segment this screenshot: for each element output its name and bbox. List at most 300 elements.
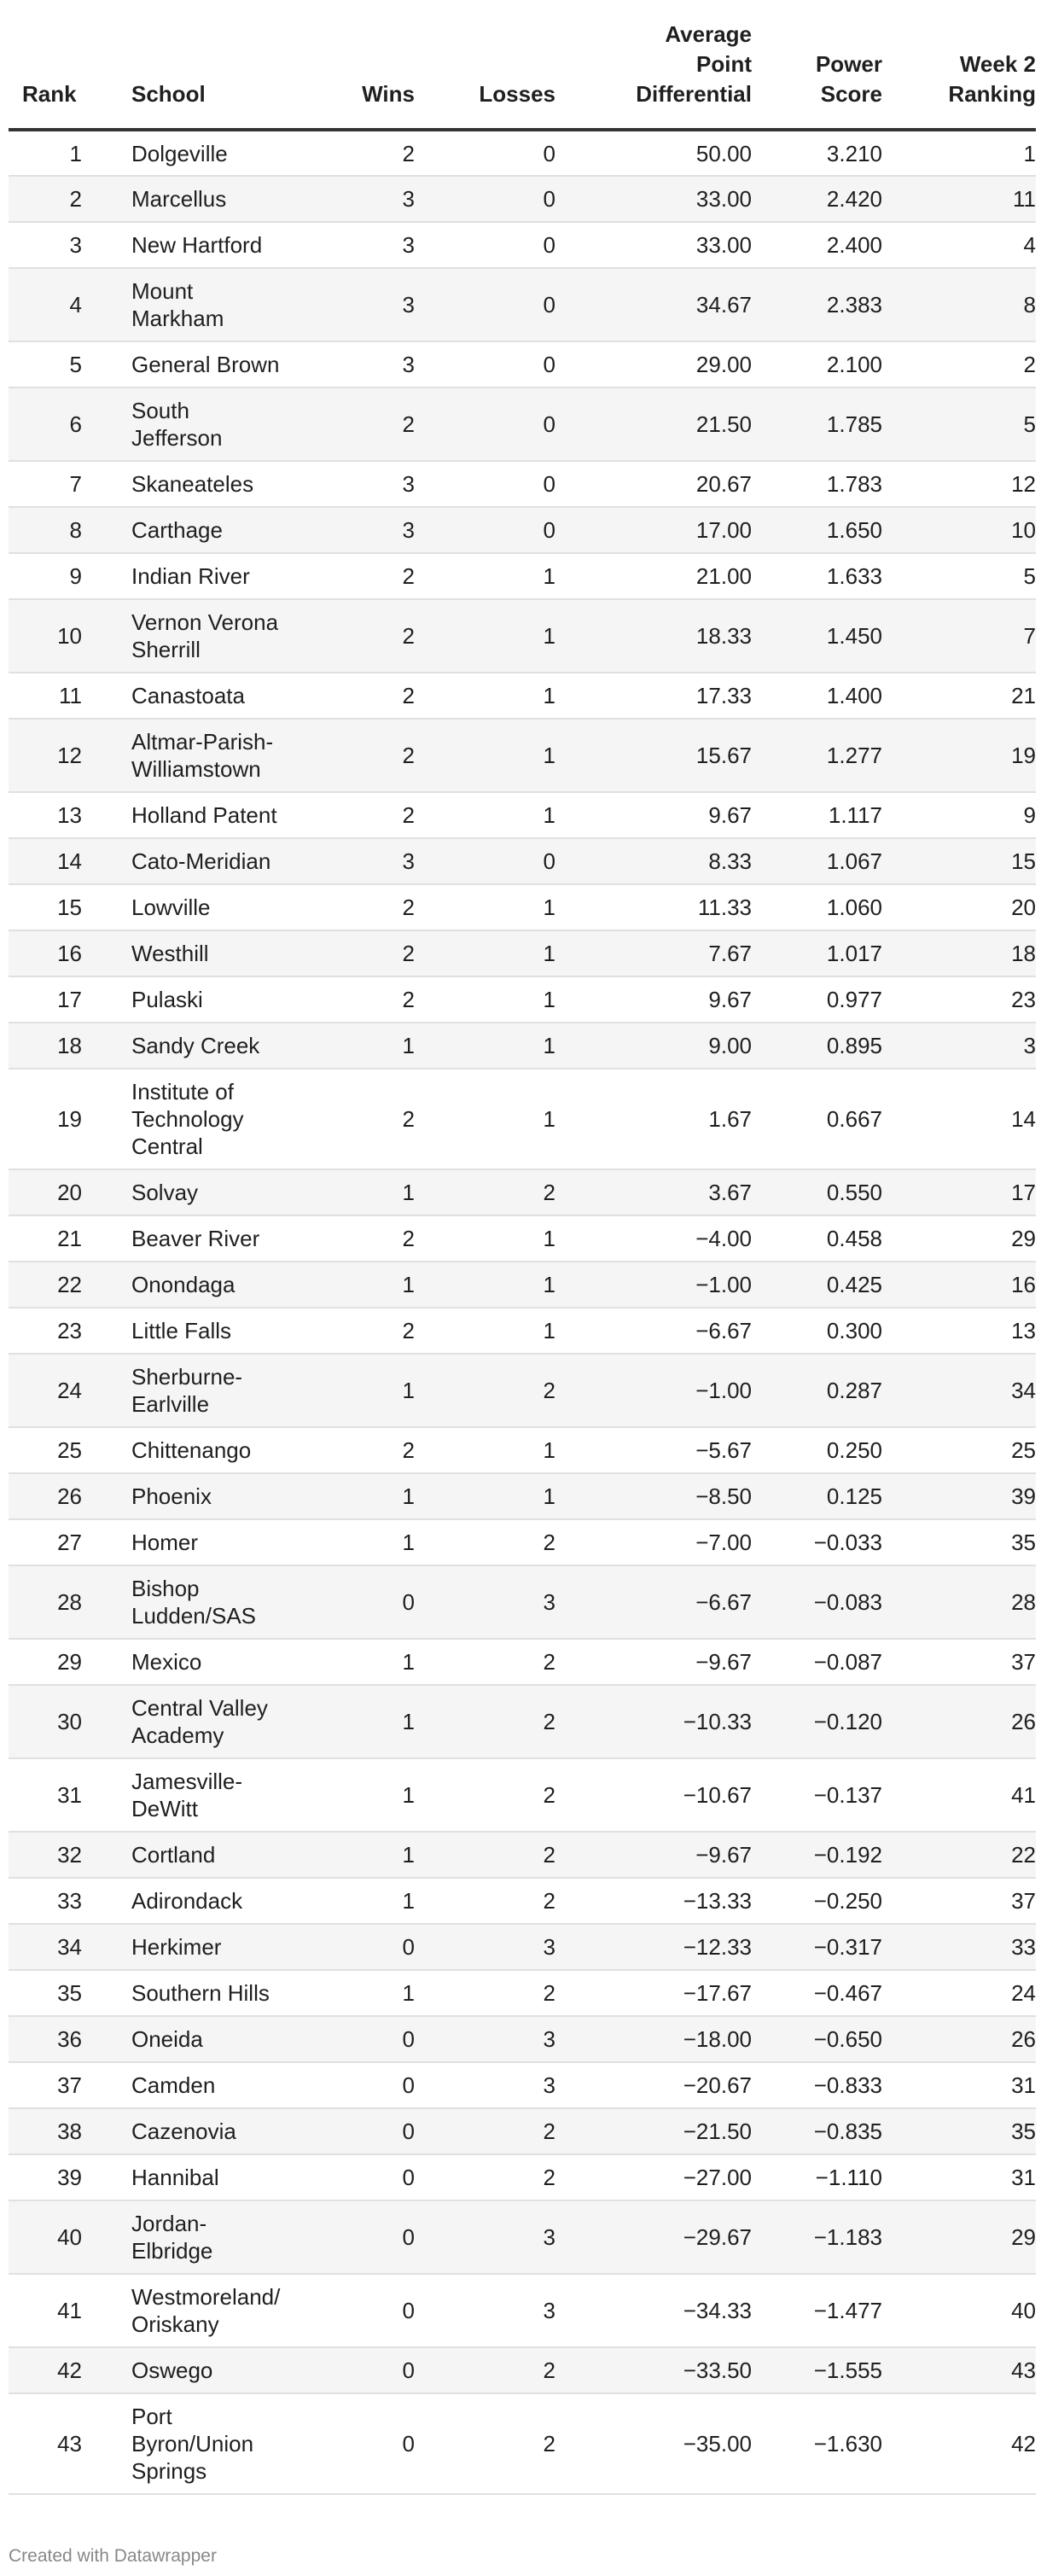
school-cell xyxy=(131,507,295,553)
spacer-cell xyxy=(82,673,131,719)
spacer-cell xyxy=(82,719,131,792)
losses-cell: 0 xyxy=(415,388,555,461)
school-cell xyxy=(131,1354,295,1427)
wins-cell: 1 xyxy=(295,1639,415,1685)
table-row xyxy=(9,507,1036,553)
rank-cell: 12 xyxy=(9,719,82,792)
power-score-cell: −1.477 xyxy=(752,2274,882,2347)
school-name-line: Herkimer xyxy=(131,1934,222,1960)
school-cell xyxy=(131,599,295,673)
wins-cell: 2 xyxy=(295,719,415,792)
spacer-cell xyxy=(82,2274,131,2347)
school-name-line: Mexico xyxy=(131,1649,202,1675)
school-name-line: Jordan- xyxy=(131,2211,207,2236)
losses-cell: 2 xyxy=(415,2347,555,2393)
spacer-cell xyxy=(82,1069,131,1169)
school-cell xyxy=(131,222,295,268)
school-name-line: Cazenovia xyxy=(131,2118,236,2144)
wins-cell: 0 xyxy=(295,1565,415,1639)
table-row xyxy=(9,1473,1036,1519)
week2-ranking-cell: 29 xyxy=(882,1215,1036,1262)
week2-ranking-cell: 20 xyxy=(882,884,1036,930)
school-cell xyxy=(131,130,295,176)
school-name-line: Pulaski xyxy=(131,987,203,1012)
average-point-differential-cell: 9.00 xyxy=(555,1023,752,1069)
table-row xyxy=(9,599,1036,673)
week2-ranking-cell: 41 xyxy=(882,1758,1036,1832)
losses-cell: 2 xyxy=(415,2154,555,2200)
school-name-line: Adirondack xyxy=(131,1888,243,1914)
rank-cell: 10 xyxy=(9,599,82,673)
rank-cell: 21 xyxy=(9,1215,82,1262)
average-point-differential-cell: 3.67 xyxy=(555,1169,752,1215)
school-name-line: Vernon Verona xyxy=(131,609,279,635)
average-point-differential-cell: 33.00 xyxy=(555,176,752,222)
table-row xyxy=(9,1215,1036,1262)
average-point-differential-cell: 9.67 xyxy=(555,792,752,838)
spacer-cell xyxy=(82,341,131,388)
average-point-differential-cell: 17.00 xyxy=(555,507,752,553)
school-name-line: Lowville xyxy=(131,895,211,920)
school-cell xyxy=(131,2108,295,2154)
wins-cell: 2 xyxy=(295,930,415,976)
header-row xyxy=(9,0,1036,130)
table-row xyxy=(9,1832,1036,1878)
power-score-cell: 1.450 xyxy=(752,599,882,673)
wins-cell: 0 xyxy=(295,2108,415,2154)
spacer-cell xyxy=(82,2393,131,2494)
school-cell xyxy=(131,2016,295,2062)
school-name-line: Earlville xyxy=(131,1391,210,1417)
rank-cell: 25 xyxy=(9,1427,82,1473)
school-name-line: Altmar-Parish- xyxy=(131,729,274,755)
average-point-differential-cell: −20.67 xyxy=(555,2062,752,2108)
week2-ranking-cell: 39 xyxy=(882,1473,1036,1519)
spacer-cell xyxy=(82,1565,131,1639)
school-name-line: Institute of xyxy=(131,1079,234,1104)
losses-cell: 1 xyxy=(415,1069,555,1169)
spacer-cell xyxy=(82,1519,131,1565)
power-score-cell: −0.250 xyxy=(752,1878,882,1924)
average-point-differential-cell: −27.00 xyxy=(555,2154,752,2200)
week2-ranking-cell: 26 xyxy=(882,1685,1036,1758)
table-row xyxy=(9,1262,1036,1308)
school-name-line: Central Valley xyxy=(131,1695,268,1721)
wins-cell: 2 xyxy=(295,553,415,599)
power-score-cell: 0.425 xyxy=(752,1262,882,1308)
school-cell xyxy=(131,2154,295,2200)
power-score-cell: 0.895 xyxy=(752,1023,882,1069)
power-score-cell: 1.117 xyxy=(752,792,882,838)
school-cell xyxy=(131,176,295,222)
school-name-line: Bishop xyxy=(131,1576,200,1601)
table-row xyxy=(9,2062,1036,2108)
losses-cell: 0 xyxy=(415,461,555,507)
spacer-cell xyxy=(82,930,131,976)
wins-cell: 1 xyxy=(295,1832,415,1878)
power-score-cell: −0.467 xyxy=(752,1970,882,2016)
power-score-cell: 1.633 xyxy=(752,553,882,599)
table-row xyxy=(9,2200,1036,2274)
rank-cell: 5 xyxy=(9,341,82,388)
losses-cell: 2 xyxy=(415,1685,555,1758)
losses-cell: 1 xyxy=(415,884,555,930)
week2-ranking-cell: 10 xyxy=(882,507,1036,553)
school-name-line: Indian River xyxy=(131,563,250,589)
wins-cell: 1 xyxy=(295,1169,415,1215)
power-score-cell: 0.300 xyxy=(752,1308,882,1354)
school-name-line: Beaver River xyxy=(131,1226,260,1251)
rank-cell: 31 xyxy=(9,1758,82,1832)
spacer-cell xyxy=(82,1308,131,1354)
school-cell xyxy=(131,461,295,507)
week2-ranking-cell: 43 xyxy=(882,2347,1036,2393)
school-name-line: Westhill xyxy=(131,941,209,966)
average-point-differential-cell: −1.00 xyxy=(555,1354,752,1427)
school-cell xyxy=(131,1758,295,1832)
power-score-cell: −0.120 xyxy=(752,1685,882,1758)
power-score-cell: 0.667 xyxy=(752,1069,882,1169)
school-name-line: Holland Patent xyxy=(131,802,277,828)
power-score-cell: 0.550 xyxy=(752,1169,882,1215)
spacer-cell xyxy=(82,1970,131,2016)
power-score-cell: −0.835 xyxy=(752,2108,882,2154)
school-name-line: Port xyxy=(131,2404,172,2429)
losses-cell: 0 xyxy=(415,268,555,341)
school-name-line: South xyxy=(131,398,189,423)
wins-cell: 1 xyxy=(295,1473,415,1519)
rank-cell: 8 xyxy=(9,507,82,553)
power-score-cell: 1.277 xyxy=(752,719,882,792)
rank-cell: 28 xyxy=(9,1565,82,1639)
school-cell xyxy=(131,1023,295,1069)
rank-cell: 40 xyxy=(9,2200,82,2274)
losses-cell: 2 xyxy=(415,1519,555,1565)
table-row xyxy=(9,130,1036,176)
average-point-differential-cell: −8.50 xyxy=(555,1473,752,1519)
week2-ranking-cell: 12 xyxy=(882,461,1036,507)
school-cell xyxy=(131,1970,295,2016)
school-name-line: Oswego xyxy=(131,2357,213,2383)
school-cell xyxy=(131,673,295,719)
wins-cell: 1 xyxy=(295,1878,415,1924)
losses-cell: 3 xyxy=(415,2274,555,2347)
spacer-cell xyxy=(82,1169,131,1215)
school-name-line: Mount xyxy=(131,278,194,304)
school-name-line: Williamstown xyxy=(131,756,261,782)
wins-cell: 2 xyxy=(295,792,415,838)
school-name-line: Skaneateles xyxy=(131,471,254,497)
wins-cell: 0 xyxy=(295,2200,415,2274)
header-week2-ranking: Week 2 Ranking xyxy=(882,0,1036,130)
rank-cell: 11 xyxy=(9,673,82,719)
week2-ranking-cell: 25 xyxy=(882,1427,1036,1473)
school-name-line: Technology xyxy=(131,1106,244,1132)
week2-ranking-cell: 11 xyxy=(882,176,1036,222)
table-row xyxy=(9,1758,1036,1832)
losses-cell: 0 xyxy=(415,507,555,553)
footer-credit: Created with Datawrapper xyxy=(9,2546,217,2566)
spacer-cell xyxy=(82,2154,131,2200)
average-point-differential-cell: 21.00 xyxy=(555,553,752,599)
spacer-cell xyxy=(82,461,131,507)
spacer-cell xyxy=(82,792,131,838)
rank-cell: 34 xyxy=(9,1924,82,1970)
school-name-line: Springs xyxy=(131,2458,207,2484)
school-cell xyxy=(131,1069,295,1169)
power-score-cell: 1.017 xyxy=(752,930,882,976)
table-row xyxy=(9,1565,1036,1639)
spacer-cell xyxy=(82,1832,131,1878)
losses-cell: 1 xyxy=(415,930,555,976)
spacer-cell xyxy=(82,838,131,884)
wins-cell: 3 xyxy=(295,838,415,884)
table-body xyxy=(9,130,1036,2494)
losses-cell: 1 xyxy=(415,976,555,1023)
table-row xyxy=(9,1169,1036,1215)
wins-cell: 0 xyxy=(295,2016,415,2062)
school-cell xyxy=(131,1832,295,1878)
school-name-line: Central xyxy=(131,1134,203,1159)
losses-cell: 1 xyxy=(415,1427,555,1473)
average-point-differential-cell: 1.67 xyxy=(555,1069,752,1169)
power-score-cell: 0.287 xyxy=(752,1354,882,1427)
spacer-cell xyxy=(82,2062,131,2108)
rank-cell: 37 xyxy=(9,2062,82,2108)
school-cell xyxy=(131,2062,295,2108)
spacer-cell xyxy=(82,1758,131,1832)
school-cell xyxy=(131,838,295,884)
school-cell xyxy=(131,388,295,461)
table-row xyxy=(9,2016,1036,2062)
wins-cell: 0 xyxy=(295,2062,415,2108)
rank-cell: 1 xyxy=(9,130,82,176)
week2-ranking-cell: 5 xyxy=(882,553,1036,599)
table-row xyxy=(9,884,1036,930)
wins-cell: 3 xyxy=(295,176,415,222)
table-row xyxy=(9,1970,1036,2016)
wins-cell: 1 xyxy=(295,1519,415,1565)
school-name-line: Ludden/SAS xyxy=(131,1603,257,1629)
rank-cell: 13 xyxy=(9,792,82,838)
table-row xyxy=(9,2347,1036,2393)
school-name-line: Jefferson xyxy=(131,425,223,451)
power-score-cell: 1.400 xyxy=(752,673,882,719)
week2-ranking-cell: 2 xyxy=(882,341,1036,388)
average-point-differential-cell: 9.67 xyxy=(555,976,752,1023)
table-row xyxy=(9,268,1036,341)
average-point-differential-cell: −4.00 xyxy=(555,1215,752,1262)
wins-cell: 2 xyxy=(295,673,415,719)
wins-cell: 0 xyxy=(295,2347,415,2393)
losses-cell: 1 xyxy=(415,719,555,792)
losses-cell: 3 xyxy=(415,1924,555,1970)
power-score-cell: 0.458 xyxy=(752,1215,882,1262)
average-point-differential-cell: −10.67 xyxy=(555,1758,752,1832)
rank-cell: 24 xyxy=(9,1354,82,1427)
week2-ranking-cell: 31 xyxy=(882,2062,1036,2108)
power-score-cell: 1.060 xyxy=(752,884,882,930)
average-point-differential-cell: 11.33 xyxy=(555,884,752,930)
average-point-differential-cell: −10.33 xyxy=(555,1685,752,1758)
average-point-differential-cell: 18.33 xyxy=(555,599,752,673)
wins-cell: 1 xyxy=(295,1970,415,2016)
power-score-cell: 3.210 xyxy=(752,130,882,176)
spacer-cell xyxy=(82,1262,131,1308)
power-score-cell: 1.650 xyxy=(752,507,882,553)
rank-cell: 39 xyxy=(9,2154,82,2200)
school-name-line: Elbridge xyxy=(131,2238,213,2264)
school-name-line: New Hartford xyxy=(131,232,263,258)
power-score-cell: 2.400 xyxy=(752,222,882,268)
school-name-line: Westmoreland/ xyxy=(131,2284,281,2310)
power-score-cell: −1.110 xyxy=(752,2154,882,2200)
week2-ranking-cell: 24 xyxy=(882,1970,1036,2016)
wins-cell: 0 xyxy=(295,2154,415,2200)
table-row xyxy=(9,976,1036,1023)
spacer-cell xyxy=(82,130,131,176)
week2-ranking-cell: 9 xyxy=(882,792,1036,838)
power-score-cell: 0.977 xyxy=(752,976,882,1023)
power-score-cell: 2.100 xyxy=(752,341,882,388)
school-cell xyxy=(131,553,295,599)
table-row xyxy=(9,719,1036,792)
losses-cell: 2 xyxy=(415,1639,555,1685)
week2-ranking-cell: 37 xyxy=(882,1878,1036,1924)
week2-ranking-cell: 18 xyxy=(882,930,1036,976)
spacer-cell xyxy=(82,1924,131,1970)
table-row xyxy=(9,176,1036,222)
school-cell xyxy=(131,1685,295,1758)
school-cell xyxy=(131,1473,295,1519)
average-point-differential-cell: −29.67 xyxy=(555,2200,752,2274)
average-point-differential-cell: 8.33 xyxy=(555,838,752,884)
rank-cell: 33 xyxy=(9,1878,82,1924)
school-name-line: Solvay xyxy=(131,1180,199,1205)
average-point-differential-cell: −21.50 xyxy=(555,2108,752,2154)
wins-cell: 2 xyxy=(295,599,415,673)
week2-ranking-cell: 5 xyxy=(882,388,1036,461)
power-score-cell: −0.033 xyxy=(752,1519,882,1565)
losses-cell: 2 xyxy=(415,1758,555,1832)
school-name-line: Sherburne- xyxy=(131,1364,243,1390)
spacer-cell xyxy=(82,976,131,1023)
power-score-cell: 2.383 xyxy=(752,268,882,341)
losses-cell: 1 xyxy=(415,1023,555,1069)
wins-cell: 2 xyxy=(295,1427,415,1473)
wins-cell: 2 xyxy=(295,976,415,1023)
losses-cell: 2 xyxy=(415,2108,555,2154)
average-point-differential-cell: −7.00 xyxy=(555,1519,752,1565)
week2-ranking-cell: 14 xyxy=(882,1069,1036,1169)
spacer-cell xyxy=(82,222,131,268)
losses-cell: 1 xyxy=(415,673,555,719)
school-cell xyxy=(131,2274,295,2347)
rank-cell: 35 xyxy=(9,1970,82,2016)
table-row xyxy=(9,461,1036,507)
school-name-line: Little Falls xyxy=(131,1318,232,1343)
school-name-line: Oriskany xyxy=(131,2311,219,2337)
week2-ranking-cell: 31 xyxy=(882,2154,1036,2200)
rank-cell: 41 xyxy=(9,2274,82,2347)
ranking-table-container xyxy=(9,0,1036,2495)
spacer-cell xyxy=(82,1473,131,1519)
week2-ranking-cell: 13 xyxy=(882,1308,1036,1354)
losses-cell: 2 xyxy=(415,2393,555,2494)
table-row xyxy=(9,1427,1036,1473)
wins-cell: 2 xyxy=(295,1215,415,1262)
wins-cell: 3 xyxy=(295,222,415,268)
power-score-cell: −0.833 xyxy=(752,2062,882,2108)
school-name-line: Southern Hills xyxy=(131,1980,270,2006)
average-point-differential-cell: −34.33 xyxy=(555,2274,752,2347)
week2-ranking-cell: 1 xyxy=(882,130,1036,176)
rank-cell: 14 xyxy=(9,838,82,884)
spacer-cell xyxy=(82,1639,131,1685)
average-point-differential-cell: 29.00 xyxy=(555,341,752,388)
spacer-cell xyxy=(82,1023,131,1069)
rank-cell: 20 xyxy=(9,1169,82,1215)
average-point-differential-cell: −6.67 xyxy=(555,1308,752,1354)
rank-cell: 16 xyxy=(9,930,82,976)
wins-cell: 1 xyxy=(295,1354,415,1427)
wins-cell: 2 xyxy=(295,388,415,461)
losses-cell: 0 xyxy=(415,130,555,176)
week2-ranking-cell: 37 xyxy=(882,1639,1036,1685)
week2-ranking-cell: 16 xyxy=(882,1262,1036,1308)
losses-cell: 0 xyxy=(415,341,555,388)
school-name-line: Cortland xyxy=(131,1842,216,1868)
table-row xyxy=(9,838,1036,884)
power-score-cell: 0.250 xyxy=(752,1427,882,1473)
spacer-cell xyxy=(82,1215,131,1262)
school-name-line: Sherrill xyxy=(131,637,201,662)
school-name-line: Dolgeville xyxy=(131,140,228,166)
rank-cell: 7 xyxy=(9,461,82,507)
school-cell xyxy=(131,1924,295,1970)
week2-ranking-cell: 21 xyxy=(882,673,1036,719)
school-name-line: Homer xyxy=(131,1530,199,1555)
school-name-line: Markham xyxy=(131,306,224,331)
spacer-cell xyxy=(82,884,131,930)
school-name-line: Sandy Creek xyxy=(131,1033,260,1058)
spacer-cell xyxy=(82,2347,131,2393)
wins-cell: 0 xyxy=(295,2274,415,2347)
spacer-cell xyxy=(82,1685,131,1758)
week2-ranking-cell: 26 xyxy=(882,2016,1036,2062)
power-score-cell: 0.125 xyxy=(752,1473,882,1519)
spacer-cell xyxy=(82,2200,131,2274)
average-point-differential-cell: 17.33 xyxy=(555,673,752,719)
power-score-cell: 1.067 xyxy=(752,838,882,884)
power-score-cell: 1.785 xyxy=(752,388,882,461)
losses-cell: 1 xyxy=(415,792,555,838)
school-name-line: Oneida xyxy=(131,2026,203,2052)
spacer-cell xyxy=(82,1878,131,1924)
losses-cell: 2 xyxy=(415,1832,555,1878)
average-point-differential-cell: 21.50 xyxy=(555,388,752,461)
average-point-differential-cell: −35.00 xyxy=(555,2393,752,2494)
rank-cell: 36 xyxy=(9,2016,82,2062)
school-name-line: DeWitt xyxy=(131,1796,198,1821)
rank-cell: 22 xyxy=(9,1262,82,1308)
header-losses: Losses xyxy=(415,0,555,130)
table-row xyxy=(9,673,1036,719)
header-school: School xyxy=(131,0,295,130)
header-rank: Rank xyxy=(9,0,82,130)
spacer-cell xyxy=(82,1354,131,1427)
wins-cell: 2 xyxy=(295,130,415,176)
